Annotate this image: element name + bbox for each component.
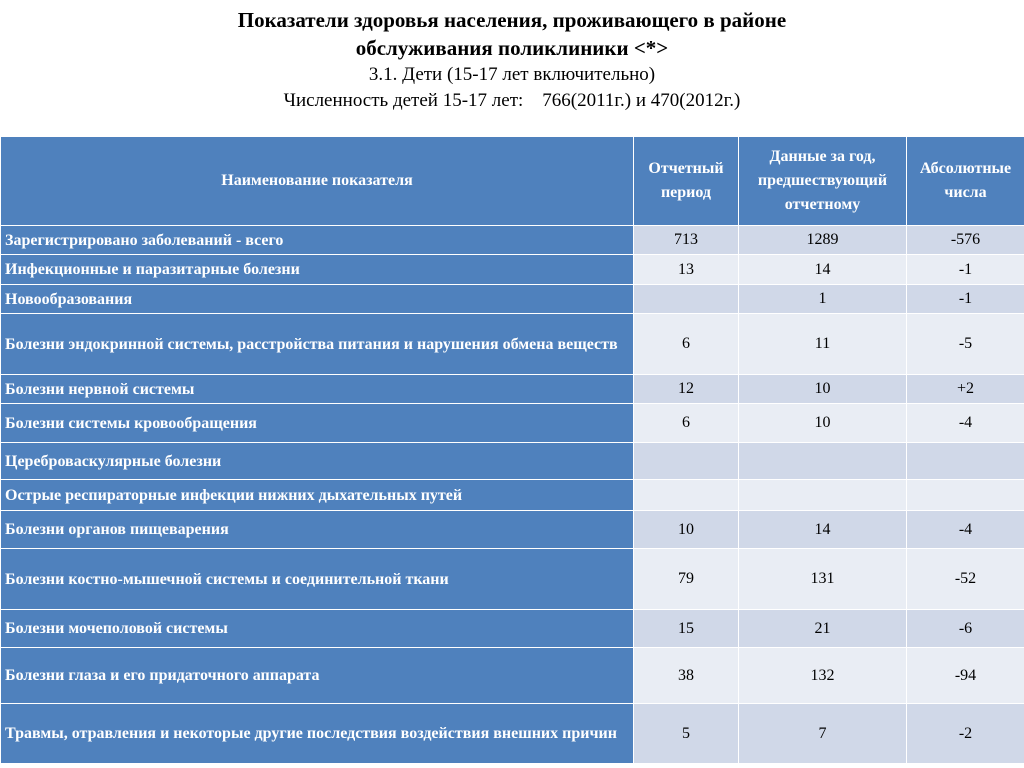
table-row bbox=[1, 549, 1024, 610]
row-absolute bbox=[907, 443, 1024, 480]
row-absolute: -6 bbox=[907, 610, 1024, 648]
row-previous bbox=[739, 443, 907, 480]
row-name: Цереброваскулярные болезни bbox=[1, 443, 634, 480]
row-previous: 10 bbox=[739, 404, 907, 443]
row-current: 15 bbox=[634, 610, 739, 648]
row-absolute: -1 bbox=[907, 285, 1024, 314]
row-current: 38 bbox=[634, 648, 739, 704]
row-name: Болезни системы кровообращения bbox=[1, 404, 634, 443]
row-name: Зарегистрировано заболеваний - всего bbox=[1, 226, 634, 255]
row-absolute bbox=[907, 480, 1024, 511]
population-note: Численность детей 15-17 лет: 766(2011г.) и 470(2012г.) bbox=[283, 90, 741, 111]
row-name: Болезни мочеполовой системы bbox=[1, 610, 634, 648]
row-current bbox=[634, 443, 739, 480]
row-current: 13 bbox=[634, 255, 739, 285]
table-row bbox=[1, 255, 1024, 285]
row-current: 79 bbox=[634, 549, 739, 610]
health-indicators-table bbox=[0, 136, 1024, 764]
row-previous: 131 bbox=[739, 549, 907, 610]
column-header-name: Наименование показателя bbox=[1, 137, 634, 226]
row-absolute: -4 bbox=[907, 511, 1024, 549]
column-header-absolute: Абсолютные числа bbox=[907, 137, 1024, 226]
row-absolute: -1 bbox=[907, 255, 1024, 285]
table-row bbox=[1, 610, 1024, 648]
row-absolute: -576 bbox=[907, 226, 1024, 255]
row-previous: 11 bbox=[739, 314, 907, 375]
row-current: 6 bbox=[634, 404, 739, 443]
table-row bbox=[1, 285, 1024, 314]
row-previous: 10 bbox=[739, 375, 907, 404]
table-row bbox=[1, 511, 1024, 549]
row-name: Болезни нервной системы bbox=[1, 375, 634, 404]
row-previous: 132 bbox=[739, 648, 907, 704]
row-previous bbox=[739, 480, 907, 511]
row-absolute: -2 bbox=[907, 704, 1024, 764]
row-current: 10 bbox=[634, 511, 739, 549]
row-absolute: -5 bbox=[907, 314, 1024, 375]
page-title-line2: обслуживания поликлиники <*> bbox=[355, 36, 669, 60]
page-subtitle: 3.1. Дети (15-17 лет включительно) bbox=[368, 64, 656, 85]
page-title-line1: Показатели здоровья населения, проживающего в районе bbox=[237, 8, 787, 32]
page-header bbox=[0, 6, 1024, 114]
row-current: 12 bbox=[634, 375, 739, 404]
row-current bbox=[634, 480, 739, 511]
row-absolute: -94 bbox=[907, 648, 1024, 704]
row-absolute: -52 bbox=[907, 549, 1024, 610]
row-name: Болезни эндокринной системы, расстройства питания и нарушения обмена веществ bbox=[1, 314, 634, 375]
row-absolute: -4 bbox=[907, 404, 1024, 443]
row-previous: 7 bbox=[739, 704, 907, 764]
table-row bbox=[1, 648, 1024, 704]
row-name: Травмы, отравления и некоторые другие последствия воздействия внешних причин bbox=[1, 704, 634, 764]
row-current: 6 bbox=[634, 314, 739, 375]
table-row bbox=[1, 704, 1024, 764]
table-row bbox=[1, 480, 1024, 511]
row-previous: 21 bbox=[739, 610, 907, 648]
column-header-previous: Данные за год, предшествующий отчетному bbox=[739, 137, 907, 226]
row-name: Новообразования bbox=[1, 285, 634, 314]
row-current bbox=[634, 285, 739, 314]
row-previous: 14 bbox=[739, 255, 907, 285]
row-previous: 1289 bbox=[739, 226, 907, 255]
row-current: 5 bbox=[634, 704, 739, 764]
row-previous: 1 bbox=[739, 285, 907, 314]
row-current: 713 bbox=[634, 226, 739, 255]
row-name: Острые респираторные инфекции нижних дыхательных путей bbox=[1, 480, 634, 511]
row-absolute: +2 bbox=[907, 375, 1024, 404]
table-header-row bbox=[1, 137, 1024, 226]
table-row bbox=[1, 226, 1024, 255]
row-name: Болезни костно-мышечной системы и соединительной ткани bbox=[1, 549, 634, 610]
table-row bbox=[1, 404, 1024, 443]
table-row bbox=[1, 443, 1024, 480]
table-row bbox=[1, 314, 1024, 375]
row-name: Болезни глаза и его придаточного аппарата bbox=[1, 648, 634, 704]
row-name: Инфекционные и паразитарные болезни bbox=[1, 255, 634, 285]
row-name: Болезни органов пищеварения bbox=[1, 511, 634, 549]
column-header-current: Отчетный период bbox=[634, 137, 739, 226]
table-row bbox=[1, 375, 1024, 404]
row-previous: 14 bbox=[739, 511, 907, 549]
